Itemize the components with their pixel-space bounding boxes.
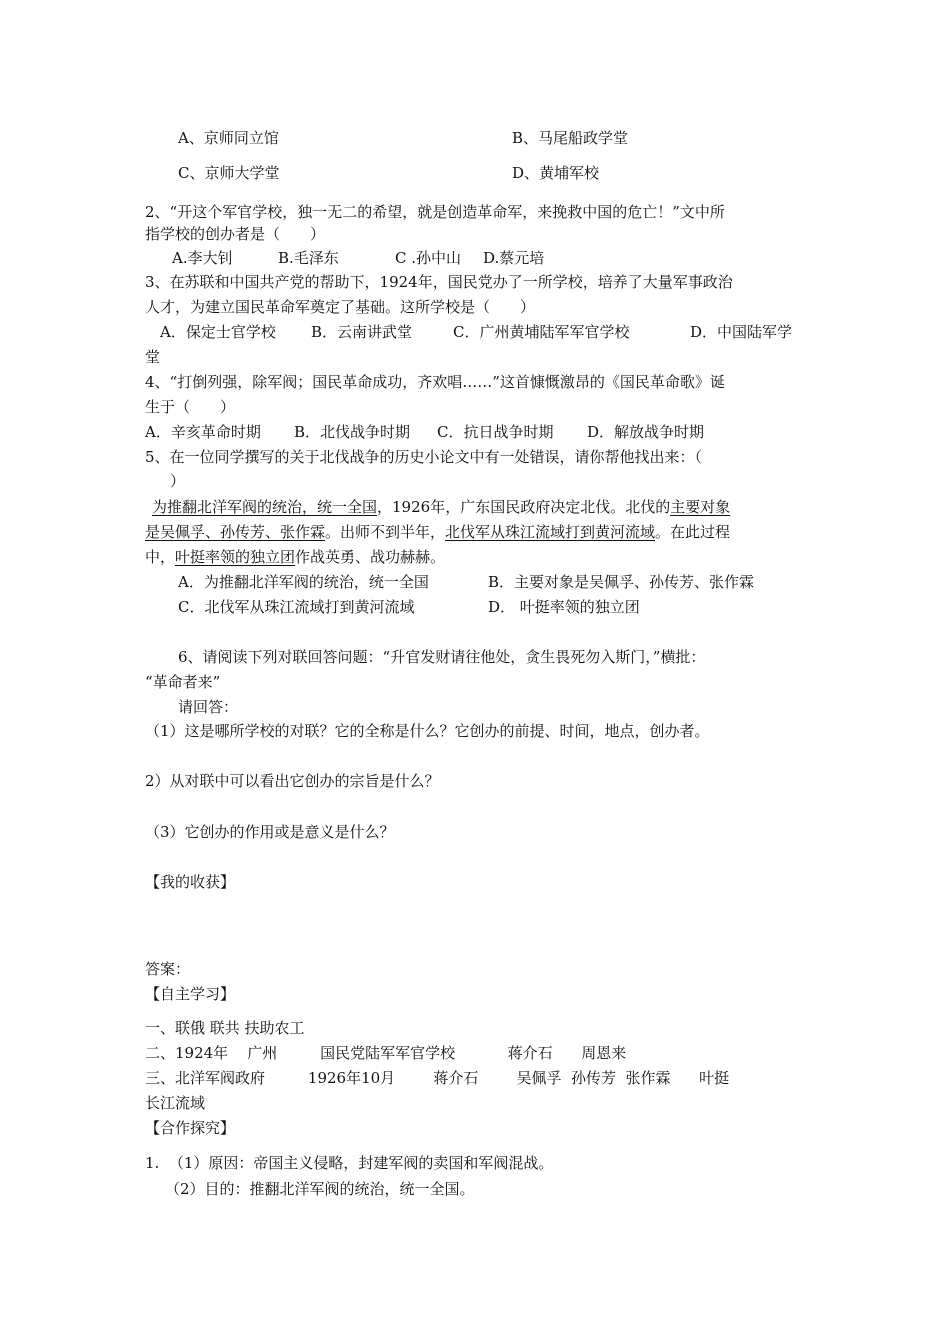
q5-underlined-phrase-b-cont: 是吴佩孚、孙传芳、张作霖 xyxy=(145,523,326,541)
q6-prompt: 请回答： xyxy=(178,698,239,716)
q5-passage-text: 作战英勇、战功赫赫。 xyxy=(295,548,446,566)
q3-option-a: A．保定士官学校 xyxy=(160,323,276,341)
answer-line-2: 二、1924年 广州 国民党陆军军官学校 蒋介石 周恩来 xyxy=(145,1044,627,1062)
q5-option-d: D． 叶挺率领的独立团 xyxy=(488,598,640,616)
q3-option-d-continued: 堂 xyxy=(145,348,161,366)
q3-option-c: C．广州黄埔陆军军官学校 xyxy=(453,323,630,341)
q3-line-1: 3、在苏联和中国共产党的帮助下，1924年，国民党办了一所学校，培养了大量军事政治 xyxy=(145,273,733,291)
q5-passage-text: 。在此过程 xyxy=(655,523,731,541)
answer-inquiry-2: （2）目的：推翻北洋军阀的统治，统一全国。 xyxy=(165,1180,475,1198)
q6-line-1: 6、请阅读下列对联回答问题：“升官发财请往他处，贪生畏死勿入斯门，”横批： xyxy=(178,648,706,666)
q5-underlined-phrase-a: 为推翻北洋军阀的统治，统一全国 xyxy=(152,498,378,516)
answer-inquiry-1: 1. （1）原因：帝国主义侵略，封建军阀的卖国和军阀混战。 xyxy=(145,1154,554,1172)
answers-title: 答案： xyxy=(145,960,191,978)
q3-option-d: D．中国陆军学 xyxy=(690,323,793,341)
q5-underlined-phrase-b: 主要对象 xyxy=(670,498,731,516)
q3-line-2: 人才，为建立国民革命军奠定了基础。这所学校是（ ） xyxy=(145,298,536,316)
answer-line-3-continued: 长江流域 xyxy=(145,1094,206,1112)
q2-line-1: 2、“开这个军官学校，独一无二的希望，就是创造革命军，来挽救中国的危亡！”文中所 xyxy=(145,203,725,221)
q5-line-1: 5、在一位同学撰写的关于北伐战争的历史小论文中有一处错误，请你帮他找出来：（ xyxy=(145,448,703,466)
q4-option-c: C．抗日战争时期 xyxy=(437,423,554,441)
q5-underlined-phrase-d: 叶挺率领的独立团 xyxy=(175,548,296,566)
q6-line-2: “革命者来” xyxy=(145,673,221,691)
q1-option-a: A、京师同立馆 xyxy=(178,129,279,147)
q5-passage-text: ，1926年，广东国民政府决定北伐。北伐的 xyxy=(377,498,671,516)
q4-option-d: D．解放战争时期 xyxy=(587,423,705,441)
q1-option-b: B、马尾船政学堂 xyxy=(512,129,629,147)
q5-option-c: C．北伐军从珠江流域打到黄河流域 xyxy=(178,598,415,616)
q6-subquestion-1: （1）这是哪所学校的对联？它的全称是什么？它创办的前提、时间，地点，创办者。 xyxy=(145,722,710,740)
q5-passage-text: 中， xyxy=(145,548,176,566)
q1-option-d: D、黄埔军校 xyxy=(512,164,600,182)
q6-subquestion-2: 2）从对联中可以看出它创办的宗旨是什么？ xyxy=(145,772,440,790)
answers-section-self-study: 【自主学习】 xyxy=(145,985,236,1003)
q5-option-a: A．为推翻北洋军阀的统治，统一全国 xyxy=(178,573,429,591)
q5-passage-line-2 xyxy=(145,521,730,543)
my-harvest-heading: 【我的收获】 xyxy=(145,873,236,891)
answer-line-3: 三、北洋军阀政府 1926年10月 蒋介石 吴佩孚 孙传芳 张作霖 叶挺 xyxy=(145,1069,730,1087)
answer-line-1: 一、联俄 联共 扶助农工 xyxy=(145,1019,305,1037)
q6-subquestion-3: （3）它创办的作用或是意义是什么？ xyxy=(145,823,395,841)
q5-passage-line-1 xyxy=(152,496,730,518)
q2-option-c: C .孙中山 xyxy=(395,249,462,267)
q5-underlined-phrase-c: 北伐军从珠江流域打到黄河流域 xyxy=(445,523,656,541)
q5-passage-line-3 xyxy=(145,546,445,568)
q4-line-1: 4、“打倒列强，除军阀；国民革命成功，齐欢唱……”这首慷慨激昂的《国民革命歌》诞 xyxy=(145,373,725,391)
q1-option-c: C、京师大学堂 xyxy=(178,164,280,182)
q3-option-b: B．云南讲武堂 xyxy=(311,323,413,341)
q4-option-b: B．北伐战争时期 xyxy=(294,423,411,441)
q5-option-b: B．主要对象是吴佩孚、孙传芳、张作霖 xyxy=(488,573,755,591)
q2-option-b: B.毛泽东 xyxy=(278,249,339,267)
q4-option-a: A．辛亥革命时期 xyxy=(145,423,261,441)
q2-option-d: D.蔡元培 xyxy=(483,249,545,267)
q5-line-2: ） xyxy=(170,472,186,490)
q5-passage-text: 。出师不到半年， xyxy=(325,523,446,541)
q2-option-a: A.李大钊 xyxy=(172,249,233,267)
answers-section-cooperative-inquiry: 【合作探究】 xyxy=(145,1119,236,1137)
q2-line-2: 指学校的创办者是（ ） xyxy=(145,225,326,243)
q4-line-2: 生于（ ） xyxy=(145,398,236,416)
